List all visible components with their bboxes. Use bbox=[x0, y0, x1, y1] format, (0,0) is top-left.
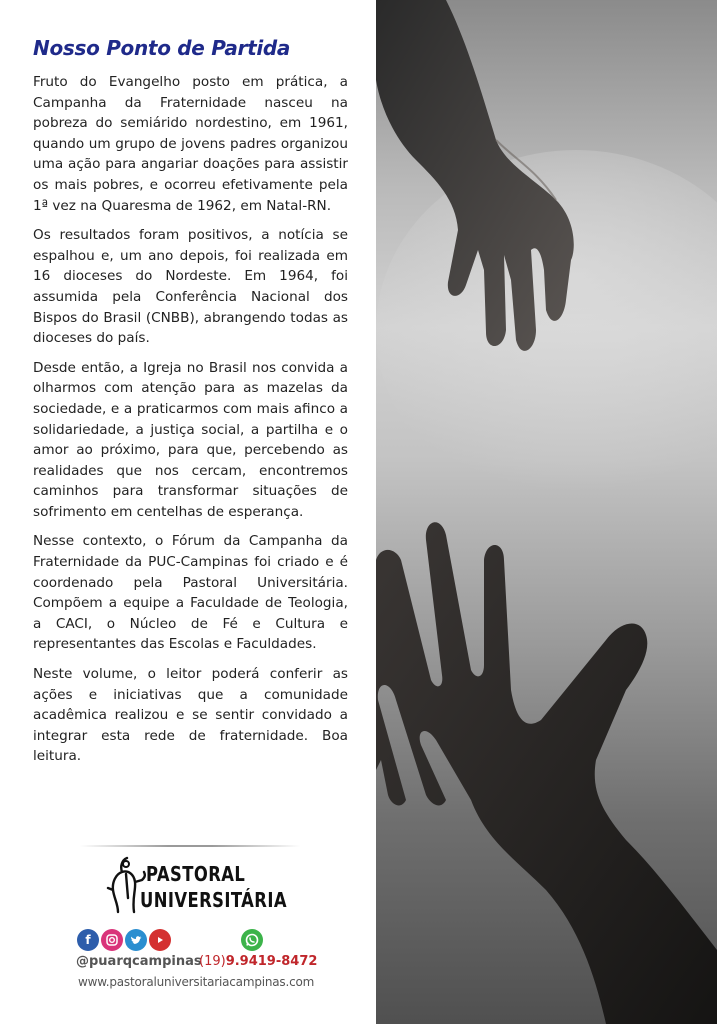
youtube-icon[interactable] bbox=[149, 929, 171, 951]
article-body bbox=[33, 72, 348, 767]
divider bbox=[80, 845, 300, 847]
phone-digits: 9.9419-8472 bbox=[225, 954, 318, 969]
pastoral-logo bbox=[104, 852, 287, 920]
social-icons bbox=[77, 929, 171, 953]
phone-area-code: (19) bbox=[199, 954, 226, 969]
logo-line2: UNIVERSITÁRIA bbox=[140, 888, 287, 912]
lower-hand bbox=[376, 522, 717, 1024]
hands-photo bbox=[376, 0, 717, 1024]
page-title: Nosso Ponto de Partida bbox=[33, 36, 291, 60]
website-link[interactable]: www.pastoraluniversitariacampinas.com bbox=[78, 975, 315, 989]
whatsapp-icon[interactable] bbox=[241, 929, 263, 951]
paragraph-4: Nesse contexto, o Fórum da Campanha da Fraternidade da PUC-Campinas foi criado e é coordenado pela Pastoral Universitária. Compõem a equipe a Faculdade de Teologia, a CACI, o Núcleo de Fé e Cultura e representantes das Escolas e Faculdades. bbox=[33, 533, 348, 653]
paragraph-1: Fruto do Evangelho posto em prática, a Campanha da Fraternidade nasceu na pobreza do semiárido nordestino, em 1961, quando um grupo de jovens padres organizou uma ação para angariar doações para assistir os mais pobres, e ocorreu efetivamente pela 1ª vez na Quaresma de 1962, em Natal-RN. bbox=[33, 74, 348, 214]
phone-number[interactable] bbox=[199, 954, 317, 969]
logo-line1: PASTORAL bbox=[146, 862, 246, 886]
paragraph-5: Neste volume, o leitor poderá conferir as ações e iniciativas que a comunidade acadêmica realizou e se sentir convidado a integrar esta rede de fraternidade. Boa leitura. bbox=[33, 666, 348, 765]
social-handle[interactable]: @puarqcampinas bbox=[76, 954, 202, 969]
paragraph-3: Desde então, a Igreja no Brasil nos convida a olharmos com atenção para as mazelas da sociedade, e a praticarmos com mais afinco a solidariedade, a justiça social, a partilha e o amor ao próximo, para que, percebendo as realidades que nos cercam, encontremos caminhos para transformar situações de sofrimento em centelhas de esperança. bbox=[33, 359, 348, 520]
facebook-icon[interactable]: f bbox=[77, 929, 99, 951]
twitter-icon[interactable] bbox=[125, 929, 147, 951]
paragraph-2: Os resultados foram positivos, a notícia se espalhou e, um ano depois, foi realizada em 16 dioceses do Nordeste. Em 1964, foi assumida pela Conferência Nacional dos Bispos do Brasil (CNBB), abrangendo todas as dioceses do país. bbox=[33, 227, 348, 347]
instagram-icon[interactable] bbox=[101, 929, 123, 951]
